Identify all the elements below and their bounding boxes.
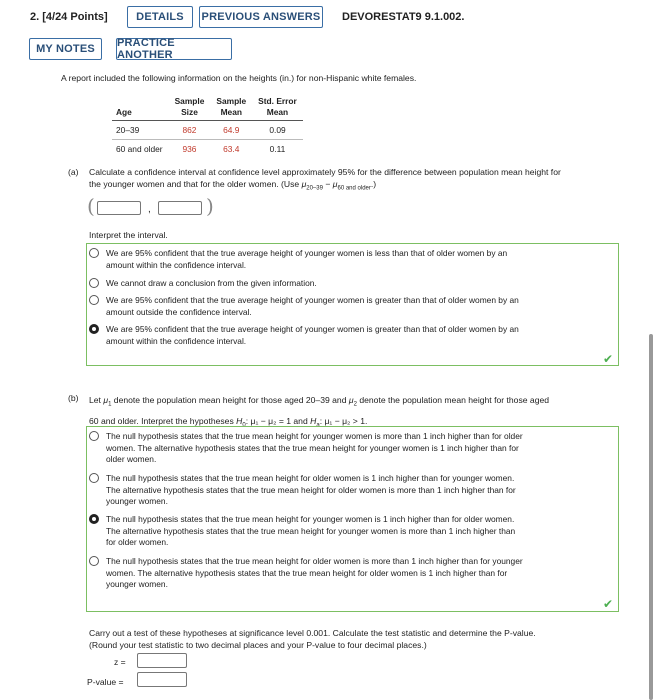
cell-se: 0.09 (252, 121, 303, 140)
cell-size: 862 (169, 121, 211, 140)
cell-age: 20–39 (112, 121, 169, 140)
th-se-1: Std. Error (258, 96, 297, 106)
interval-close-paren: ) (206, 194, 214, 218)
table-row (112, 121, 303, 140)
z-statistic-input[interactable] (137, 653, 187, 668)
th-size-2: Size (169, 107, 211, 121)
intro-text: A report included the following information on the heights (in.) for non-Hispanic white females. (61, 73, 417, 83)
radio-button[interactable] (89, 248, 99, 258)
th-mean-2: Mean (210, 107, 252, 121)
heights-table (112, 96, 303, 157)
p-value-input[interactable] (137, 672, 187, 687)
details-button[interactable]: DETAILS (127, 6, 193, 28)
part-a-prompt-line2: the younger women and that for the older women. (Use $\mu_{20-39} - \mu_{60 and older}$.) (89, 179, 377, 192)
p-value-label: P-value = (87, 677, 124, 687)
correct-check-icon: ✔ (603, 352, 614, 366)
part-a-prompt (89, 166, 645, 195)
course-code: DEVORESTAT9 9.1.002. (342, 11, 465, 23)
z-label: z = (114, 657, 126, 667)
part-a-label: (a) (68, 167, 79, 177)
correct-check-icon: ✔ (603, 597, 614, 611)
th-size-1: Sample (174, 96, 205, 106)
previous-answers-button[interactable]: PREVIOUS ANSWERS (199, 6, 323, 28)
radio-button[interactable] (89, 278, 99, 288)
th-age: Age (112, 107, 169, 121)
cell-age: 60 and older (116, 143, 163, 154)
radio-button[interactable] (89, 556, 99, 566)
ci-upper-input[interactable] (158, 201, 202, 215)
scrollbar-thumb[interactable] (649, 334, 653, 700)
part-b-label: (b) (68, 393, 79, 403)
radio-button-selected[interactable] (89, 324, 99, 334)
interpret-label: Interpret the interval. (89, 230, 168, 240)
test-instructions: Carry out a test of these hypotheses at significance level 0.001. Calculate the test statistic and determine the P-value. (Round your test statistic to two decimal places and your P-value to four decimal places.) (89, 628, 536, 650)
radio-button[interactable] (89, 295, 99, 305)
radio-button-selected[interactable] (89, 514, 99, 524)
ci-lower-input[interactable] (97, 201, 141, 215)
table-row (112, 139, 303, 157)
interval-open-paren: ( (87, 194, 95, 218)
part-a-prompt-line1: Calculate a confidence interval at confidence level approximately 95% for the difference between population mean height for (89, 167, 561, 177)
cell-se: 0.11 (269, 143, 286, 154)
cell-size: 936 (182, 143, 197, 154)
radio-button[interactable] (89, 473, 99, 483)
question-number: 2. [4/24 Points] (30, 11, 108, 23)
practice-another-button[interactable]: PRACTICE ANOTHER (116, 38, 232, 60)
cell-mean: 64.9 (210, 121, 252, 140)
radio-button[interactable] (89, 431, 99, 441)
part-b-prompt: Let $\mu_1$ denote the population mean height for those aged 20–39 and $\mu_2$ denote the population mean height for those aged 60 and older. Interpret the hypotheses $H_0$: μ₁ − μ₂ = 1 and $H_a$: μ₁ − μ₂ > 1. (89, 395, 550, 429)
th-mean-1: Sample (216, 96, 247, 106)
cell-mean: 63.4 (223, 143, 240, 154)
th-se-2: Mean (252, 107, 303, 121)
interval-comma: , (148, 204, 151, 215)
my-notes-button[interactable]: MY NOTES (29, 38, 102, 60)
